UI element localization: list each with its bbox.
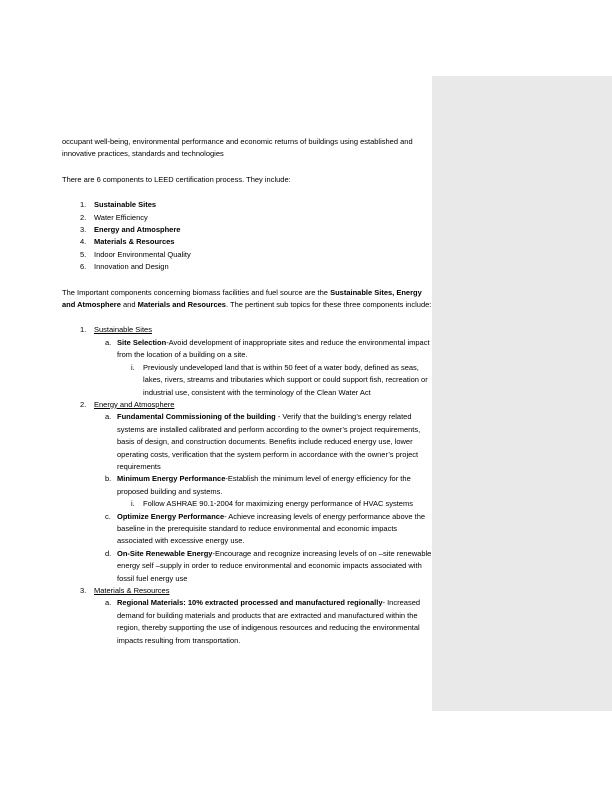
list-item bbox=[62, 498, 432, 510]
important-components-paragraph bbox=[62, 287, 432, 312]
text-run-bold: Site Selection bbox=[117, 337, 167, 347]
markup-comments-pane bbox=[432, 76, 612, 711]
list-item bbox=[62, 511, 432, 548]
list-item-text: Water Efficiency bbox=[94, 212, 148, 222]
text-run-bold: Minimum Energy Performance bbox=[117, 474, 226, 484]
text-run: and bbox=[120, 300, 138, 310]
text-run: - Increased demand for building materials and products that are extracted and manufactured within the region, thereby supporting the use of indigenous resources and reducing the environmental impacts resulting from transportation. bbox=[117, 598, 421, 645]
list-item-text: Materials & Resources bbox=[94, 237, 175, 247]
text-run: - Achieve increasing levels of energy performance above the baseline in the prerequisite standard to reduce environmental and economic impacts associated with excessive energy use. bbox=[117, 511, 426, 546]
text-run: -Encourage and recognize increasing levels of on –site renewable energy self –supply in order to reduce environmental and economic impacts associated with fossil fuel energy use bbox=[117, 548, 432, 583]
text-run-bold: Fundamental Commissioning of the building bbox=[117, 412, 276, 422]
list-item bbox=[62, 585, 432, 597]
leed-components-list bbox=[62, 199, 432, 273]
text-run: -Avoid development of inappropriate sites and reduce the environmental impact from the location of a building on a site. bbox=[117, 337, 430, 360]
document-body bbox=[62, 136, 432, 660]
list-item-text: Indoor Environmental Quality bbox=[94, 249, 191, 259]
components-intro-paragraph: There are 6 components to LEED certification process. They include: bbox=[62, 174, 291, 184]
list-item-title: Materials & Resources bbox=[94, 586, 170, 595]
list-item bbox=[62, 473, 432, 498]
list-letter: d. bbox=[105, 548, 112, 558]
list-item bbox=[62, 597, 432, 647]
list-number: 5. bbox=[80, 249, 87, 259]
list-roman: i. bbox=[131, 499, 135, 509]
text-run: Follow ASHRAE 90.1-2004 for maximizing energy performance of HVAC systems bbox=[143, 499, 413, 509]
list-item-text: Sustainable Sites bbox=[94, 200, 157, 210]
list-roman: i. bbox=[131, 362, 135, 372]
list-letter: a. bbox=[105, 337, 112, 347]
list-item bbox=[62, 411, 432, 473]
list-item-title: Energy and Atmosphere bbox=[94, 399, 175, 409]
list-number: 1. bbox=[80, 325, 87, 335]
list-letter: a. bbox=[105, 598, 112, 608]
list-item bbox=[62, 337, 432, 362]
text-run: . The pertinent sub topics for these three components include: bbox=[225, 300, 432, 310]
list-item bbox=[62, 324, 432, 336]
text-run-bold: Sustainable Sites, Energy and Atmosphere bbox=[62, 287, 422, 310]
list-item-text: Energy and Atmosphere bbox=[94, 225, 181, 235]
list-number: 3. bbox=[80, 586, 87, 595]
list-item-title: Sustainable Sites bbox=[94, 325, 152, 335]
list-letter: a. bbox=[105, 412, 112, 422]
list-item bbox=[62, 362, 432, 399]
list-item bbox=[62, 399, 432, 411]
list-item bbox=[62, 224, 432, 236]
list-number: 3. bbox=[80, 225, 87, 235]
list-item bbox=[62, 212, 432, 224]
intro-paragraph: occupant well-being, environmental performance and economic returns of buildings using established and innovative practices, standards and technologies bbox=[62, 137, 413, 159]
text-run: Previously undeveloped land that is within 50 feet of a water body, defined as seas, lakes, rivers, streams and tributaries which support or could support fish, recreation or industrial use, consistent with the terminology of the Clean Water Act bbox=[143, 362, 428, 397]
list-number: 2. bbox=[80, 212, 87, 222]
list-letter: b. bbox=[105, 474, 112, 484]
text-run-bold: Materials and Resources bbox=[137, 300, 226, 310]
subtopics-list bbox=[62, 324, 432, 647]
list-number: 4. bbox=[80, 237, 87, 247]
list-item bbox=[62, 548, 432, 585]
text-run: -Establish the minimum level of energy efficiency for the proposed building and systems. bbox=[117, 474, 411, 496]
text-run-bold: Optimize Energy Performance bbox=[117, 511, 225, 521]
list-letter: c. bbox=[105, 511, 111, 521]
list-item-text: Innovation and Design bbox=[94, 262, 169, 272]
list-number: 6. bbox=[80, 262, 87, 272]
list-item bbox=[62, 236, 432, 248]
list-item bbox=[62, 249, 432, 261]
text-run-bold: Regional Materials: 10% extracted processed and manufactured regionally bbox=[117, 598, 383, 608]
list-item bbox=[62, 199, 432, 211]
text-run: - Verify that the building’s energy related systems are installed calibrated and perform according to the owner’s project requirements, basis of design, and construction documents. Benefits include reduced energy use, lower operating costs, verification that the system perform in accordance with the owner’s project requirements bbox=[117, 412, 421, 471]
list-number: 1. bbox=[80, 200, 87, 210]
list-item bbox=[62, 261, 432, 273]
text-run-bold: On-Site Renewable Energy bbox=[117, 548, 213, 558]
list-number: 2. bbox=[80, 399, 87, 409]
text-run: The Important components concerning biomass facilities and fuel source are the bbox=[62, 287, 331, 297]
